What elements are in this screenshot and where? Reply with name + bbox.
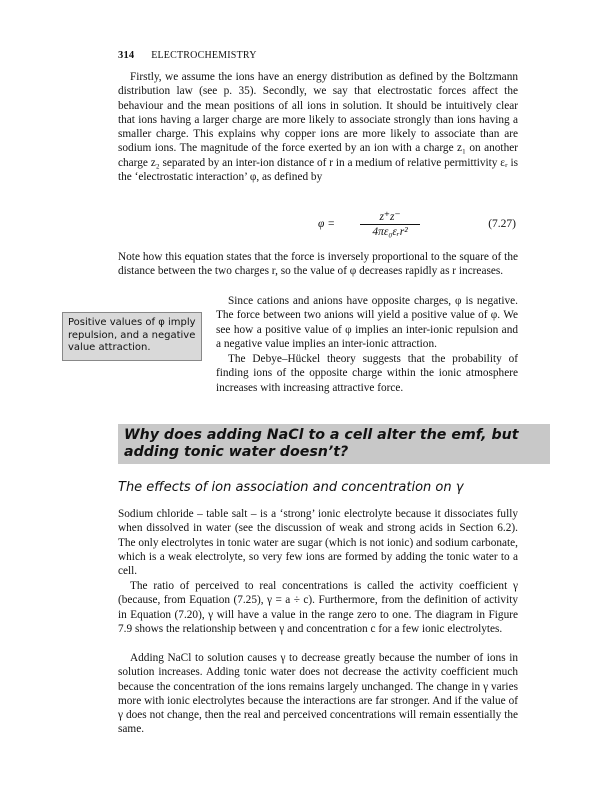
paragraph-activity-coefficient: The ratio of perceived to real concentrations is called the activity coefficient γ (because, from Equation (7.25), γ = a ÷ c). Furthermore, from the definition of activity in Equation (7.20), γ will have a value in the range zero to one. The diagram in Figure 7.9 shows the relationship between γ and concentration c for a few ionic electrolytes. <box>118 580 518 635</box>
margin-note: Positive values of φ imply repulsion, and a negative value attraction. <box>62 312 202 361</box>
equation-lhs: φ = <box>318 218 335 230</box>
section-subheading: The effects of ion association and concentration on γ <box>118 480 464 495</box>
page-number: 314 <box>118 50 135 61</box>
paragraph-opposite-charges: Since cations and anions have opposite charges, φ is negative. The force between two anions will yield a positive value of φ. We see how a positive value of φ implies an inter-ionic repulsion and a negative value implies an inter-ionic attraction. <box>216 295 518 350</box>
page-header <box>118 50 257 61</box>
question-box <box>118 424 550 464</box>
equation-denominator: 4πε₀εᵣr² <box>372 226 408 238</box>
paragraph-debye-huckel: The Debye–Hückel theory suggests that the probability of finding ions of the opposite charge within the ionic atmosphere increases with increasing attractive force. <box>216 353 518 394</box>
running-title: ELECTROCHEMISTRY <box>151 50 257 61</box>
equation-label: (7.27) <box>488 218 516 230</box>
paragraph-boltzmann: Firstly, we assume the ions have an energy distribution as defined by the Boltzmann distribution law (see p. 35). Secondly, we say that electrostatic forces affect the behaviour and the mean positions of all ions in solution. It should be intuitively clear that ions having a larger charge are more likely to associate strongly than ions having a smaller charge. This explains why copper ions are more likely to associate than are sodium ions. The magnitude of the force exerted by an ion with a charge z₁ on another charge z₂ separated by an inter-ion distance of r in a medium of relative permittivity εᵣ is the ‘electrostatic interaction’ φ, as defined by <box>118 71 518 184</box>
paragraph-adding-nacl: Adding NaCl to solution causes γ to decrease greatly because the number of ions in solution increases. Adding tonic water does not decrease the activity coefficient much because the concentration of the ions remains largely unchanged. The change in γ varies more with ionic electrolytes because the interactions are far stronger. And if the value of γ does not change, then the real and perceived concentrations will remain essentially the same. <box>118 652 518 736</box>
equation-fraction <box>360 209 420 238</box>
equation-7-27 <box>118 209 518 243</box>
paragraph-inverse-square: Note how this equation states that the force is inversely proportional to the square of the distance between the two charges r, so the value of φ decreases rapidly as r increases. <box>118 251 518 278</box>
paragraph-sodium-chloride: Sodium chloride – table salt – is a ‘strong’ ionic electrolyte because it dissociates fully when dissolved in water (see the discussion of weak and strong acids in Section 6.2). The only electrolytes in tonic water are sugar (which is not ionic) and sodium carbonate, which is a weak electrolyte, so very few ions are formed by adding the tonic water to a cell. <box>118 508 518 578</box>
equation-numerator: z⁺z⁻ <box>360 209 420 225</box>
question-text: Why does adding NaCl to a cell alter the emf, but adding tonic water doesn’t? <box>124 427 519 460</box>
